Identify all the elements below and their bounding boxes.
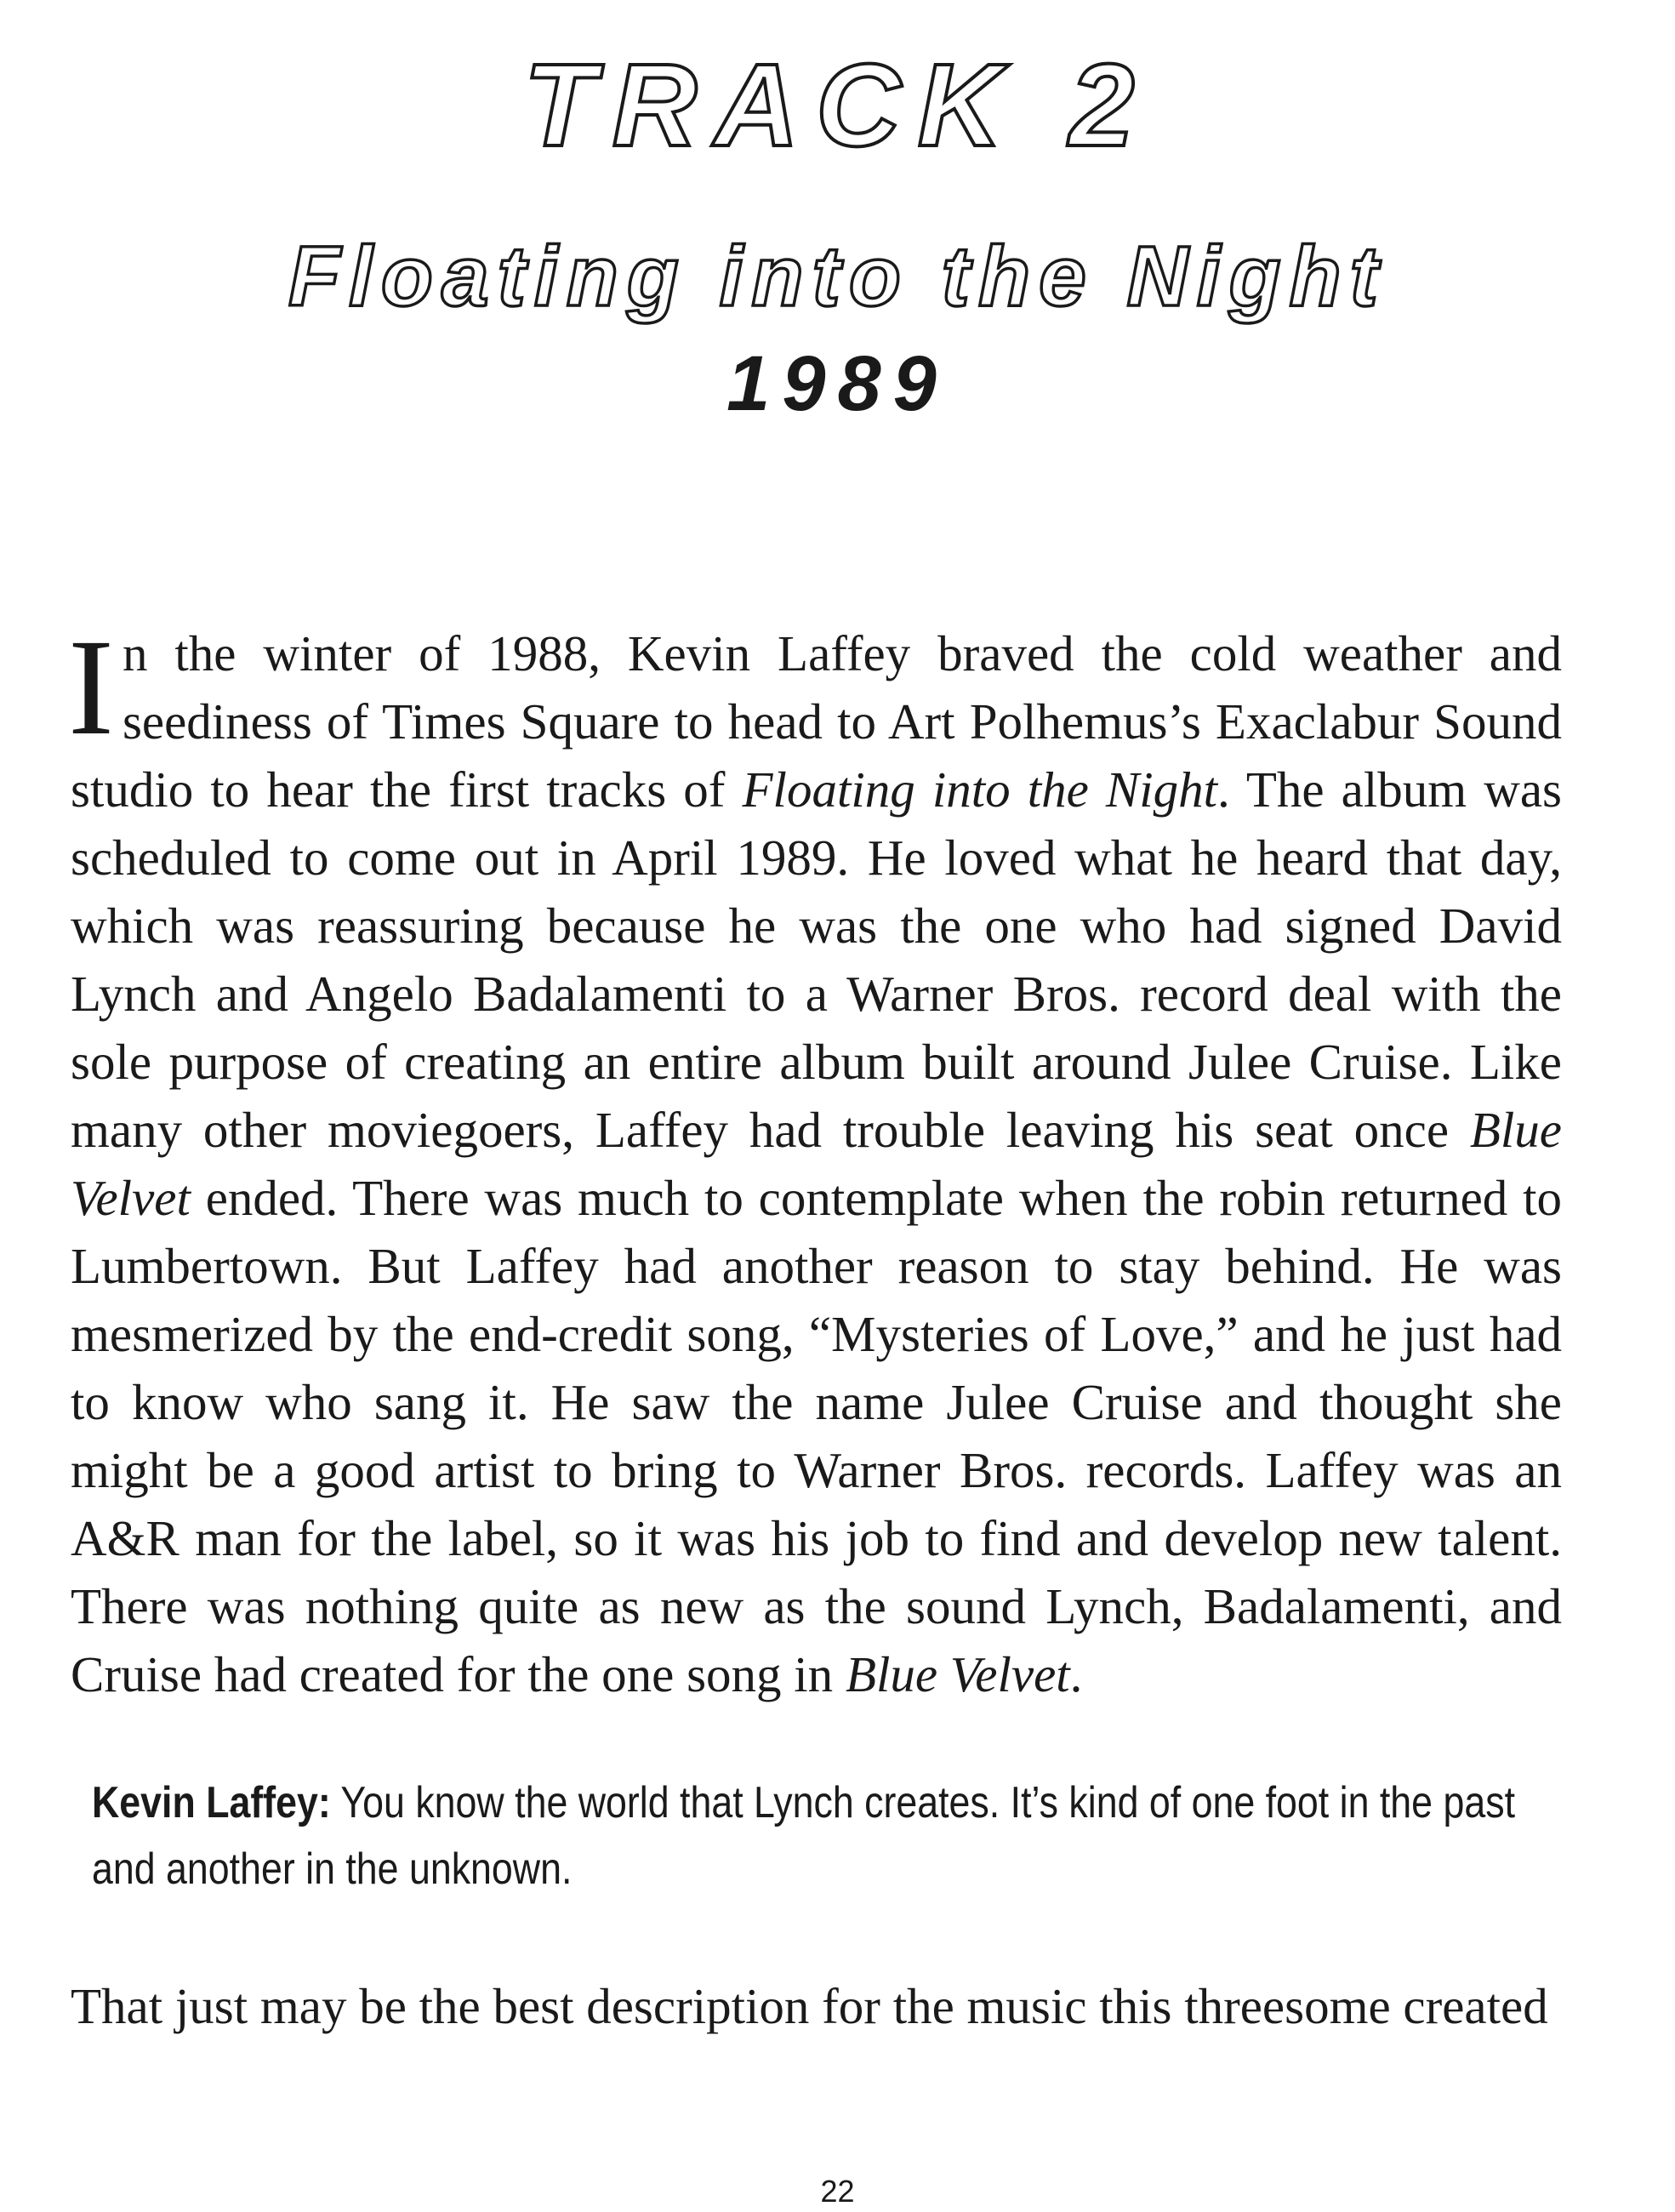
paragraph-text: . The album was scheduled to come out in April 1989. He loved what he heard that day, which was reassuring because he was the one who had signed David Lynch and Angelo Badalamenti to a Warner Bros. record deal with the sole purpose of creating an entire album built around Julee Cruise. Like many other moviegoers, Laffey had trouble leaving his seat once bbox=[71, 761, 1562, 1158]
drop-cap: I bbox=[68, 612, 114, 764]
paragraph-text: n the winter of 1988, Kevin Laffey braved the cold weather and seediness of Times Square to head to Art Polhemus’s Exaclabur Sound studio to hear the first tracks of bbox=[71, 625, 1562, 818]
paragraph-text: . bbox=[1069, 1646, 1083, 1702]
continuation-paragraph: That just may be the best description for the music this threesome created bbox=[71, 1978, 1548, 2034]
chapter-title: Floating into the Night bbox=[288, 229, 1387, 324]
interview-quote bbox=[92, 1770, 1541, 1902]
album-title-italic: Floating into the Night bbox=[742, 761, 1218, 818]
chapter-year: 1989 bbox=[726, 340, 949, 427]
film-title-italic: Blue Velvet bbox=[845, 1646, 1070, 1702]
quote-text: You know the world that Lynch creates. It’s kind of one foot in the past and another in the unknown. bbox=[92, 1778, 1515, 1894]
page-number: 22 bbox=[820, 2174, 855, 2209]
quote-speaker: Kevin Laffey: bbox=[92, 1778, 331, 1827]
film-title-italic: Blue Velvet bbox=[71, 1102, 1562, 1226]
body-paragraph bbox=[68, 612, 1562, 1708]
paragraph-text: ended. There was much to contemplate when the robin returned to Lumbertown. But Laffey had another reason to stay behind. He was mesmerized by the end-credit song, “Mysteries of Love,” and he just had to know who sang it. He saw the name Julee Cruise and thought she might be a good artist to bring to Warner Bros. records. Laffey was an A&R man for the label, so it was his job to find and develop new talent. There was nothing quite as new as the sound Lynch, Badalamenti, and Cruise had created for the one song in bbox=[71, 1170, 1562, 1702]
track-label: TRACK 2 bbox=[523, 40, 1152, 171]
